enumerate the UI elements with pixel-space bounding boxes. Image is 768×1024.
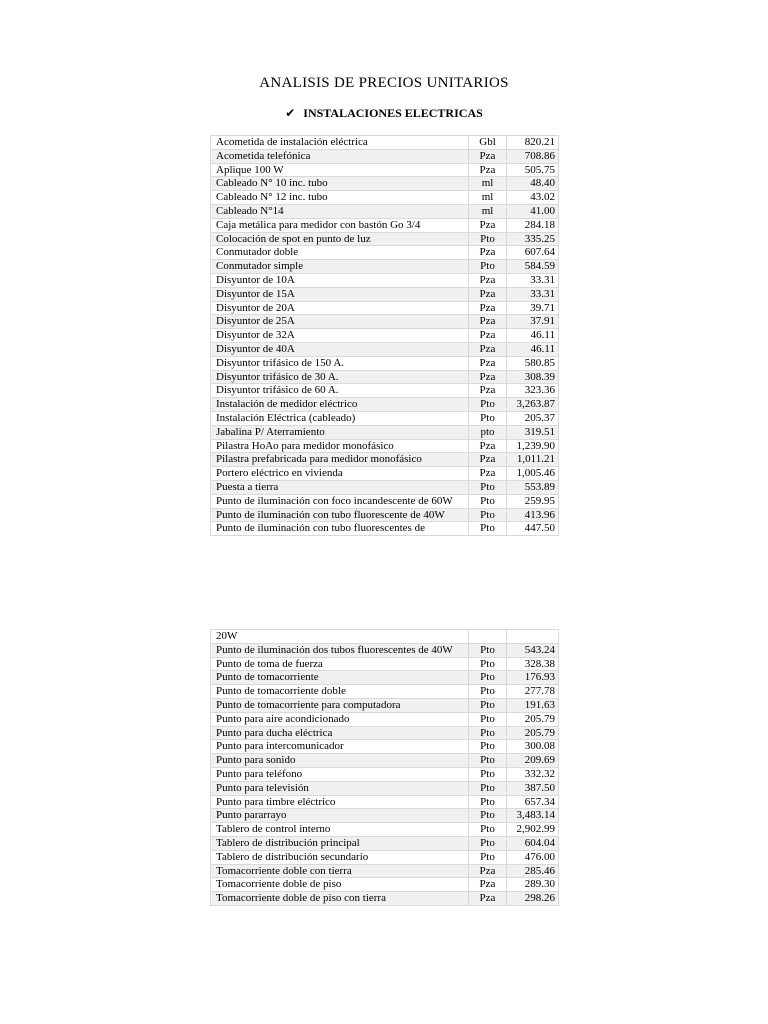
item-price: 323.36: [507, 384, 559, 398]
item-price: 176.93: [507, 671, 559, 685]
item-price: 33.31: [507, 287, 559, 301]
table-row: [211, 218, 559, 232]
item-unit: Pza: [469, 878, 507, 892]
item-description: Punto para teléfono: [211, 767, 469, 781]
item-unit: Pza: [469, 315, 507, 329]
table-row: [211, 301, 559, 315]
item-price: 259.95: [507, 494, 559, 508]
item-unit: Pto: [469, 740, 507, 754]
item-price: 580.85: [507, 356, 559, 370]
table-row: [211, 643, 559, 657]
item-unit: Pto: [469, 726, 507, 740]
table-row: [211, 342, 559, 356]
item-description: Aplique 100 W: [211, 163, 469, 177]
item-unit: Pza: [469, 370, 507, 384]
item-price: 657.34: [507, 795, 559, 809]
item-description: Instalación de medidor eléctrico: [211, 398, 469, 412]
item-description: Disyuntor trifásico de 30 A.: [211, 370, 469, 384]
item-description: Punto para televisión: [211, 781, 469, 795]
table-row: [211, 850, 559, 864]
table-row: [211, 836, 559, 850]
item-price: 708.86: [507, 149, 559, 163]
item-unit: Pza: [469, 453, 507, 467]
section-heading: [0, 106, 768, 121]
item-price: 604.04: [507, 836, 559, 850]
table-row: [211, 411, 559, 425]
item-description: Puesta a tierra: [211, 480, 469, 494]
item-price: 285.46: [507, 864, 559, 878]
table-row: [211, 315, 559, 329]
item-price: 191.63: [507, 698, 559, 712]
item-description: Cableado N° 12 inc. tubo: [211, 191, 469, 205]
item-description: Tablero de distribución secundario: [211, 850, 469, 864]
item-unit: Pza: [469, 467, 507, 481]
item-unit: Pto: [469, 232, 507, 246]
item-price: 48.40: [507, 177, 559, 191]
item-description: Punto para timbre eléctrico: [211, 795, 469, 809]
item-unit: Pto: [469, 508, 507, 522]
price-table-part-1: [210, 135, 559, 536]
item-price: 284.18: [507, 218, 559, 232]
item-description: Tomacorriente doble de piso: [211, 878, 469, 892]
table-row: [211, 657, 559, 671]
item-price: 209.69: [507, 754, 559, 768]
item-unit: Pza: [469, 287, 507, 301]
table-row: [211, 726, 559, 740]
item-price: [507, 630, 559, 644]
item-unit: Pto: [469, 850, 507, 864]
table-row: [211, 453, 559, 467]
item-unit: Pza: [469, 149, 507, 163]
item-unit: Pza: [469, 329, 507, 343]
item-unit: ml: [469, 191, 507, 205]
table-row: [211, 370, 559, 384]
item-unit: Pto: [469, 260, 507, 274]
item-unit: Pto: [469, 480, 507, 494]
item-description: Disyuntor de 40A: [211, 342, 469, 356]
item-price: 1,011.21: [507, 453, 559, 467]
table-row: [211, 685, 559, 699]
section-heading-label: INSTALACIONES ELECTRICAS: [303, 106, 483, 120]
item-unit: Pza: [469, 246, 507, 260]
item-description: Punto para aire acondicionado: [211, 712, 469, 726]
item-unit: Pza: [469, 342, 507, 356]
item-description: Disyuntor trifásico de 150 A.: [211, 356, 469, 370]
table-row: [211, 712, 559, 726]
item-description: Caja metálica para medidor con bastón Go 3/4: [211, 218, 469, 232]
item-description: Conmutador doble: [211, 246, 469, 260]
item-description: Pilastra HoAo para medidor monofásico: [211, 439, 469, 453]
table-row: [211, 698, 559, 712]
table-row: [211, 204, 559, 218]
item-description: Punto de iluminación dos tubos fluorescentes de 40W: [211, 643, 469, 657]
table-row: [211, 630, 559, 644]
item-price: 607.64: [507, 246, 559, 260]
item-unit: Pto: [469, 781, 507, 795]
item-unit: ml: [469, 177, 507, 191]
table-row: [211, 892, 559, 906]
item-price: 43.02: [507, 191, 559, 205]
item-price: 553.89: [507, 480, 559, 494]
item-description: Punto para sonido: [211, 754, 469, 768]
item-unit: Pto: [469, 795, 507, 809]
table-row: [211, 480, 559, 494]
table-row: [211, 767, 559, 781]
item-price: 37.91: [507, 315, 559, 329]
item-unit: Pza: [469, 892, 507, 906]
item-unit: Pza: [469, 273, 507, 287]
item-price: 46.11: [507, 342, 559, 356]
table-row: [211, 809, 559, 823]
table-row: [211, 246, 559, 260]
item-unit: Pza: [469, 301, 507, 315]
item-price: 33.31: [507, 273, 559, 287]
item-price: 205.79: [507, 726, 559, 740]
item-price: 308.39: [507, 370, 559, 384]
item-unit: Pto: [469, 767, 507, 781]
table-row: [211, 191, 559, 205]
table-row: [211, 136, 559, 150]
item-price: 3,263.87: [507, 398, 559, 412]
item-description: Cableado N°14: [211, 204, 469, 218]
item-unit: Pza: [469, 439, 507, 453]
item-description: Tablero de distribución principal: [211, 836, 469, 850]
table-row: [211, 273, 559, 287]
item-unit: Pza: [469, 356, 507, 370]
table-row: [211, 177, 559, 191]
table-row: [211, 287, 559, 301]
table-row: [211, 795, 559, 809]
item-description: Acometida telefónica: [211, 149, 469, 163]
table-row: [211, 740, 559, 754]
item-price: 543.24: [507, 643, 559, 657]
item-price: 387.50: [507, 781, 559, 795]
item-unit: ml: [469, 204, 507, 218]
item-description: Colocación de spot en punto de luz: [211, 232, 469, 246]
item-price: 298.26: [507, 892, 559, 906]
table-row: [211, 398, 559, 412]
item-unit: [469, 630, 507, 644]
item-description: Cableado N° 10 inc. tubo: [211, 177, 469, 191]
item-price: 3,483.14: [507, 809, 559, 823]
item-unit: pto: [469, 425, 507, 439]
item-description: Pilastra prefabricada para medidor monofásico: [211, 453, 469, 467]
item-price: 1,005.46: [507, 467, 559, 481]
table-row: [211, 356, 559, 370]
table-row: [211, 508, 559, 522]
item-description: Tomacorriente doble de piso con tierra: [211, 892, 469, 906]
item-description: Punto de tomacorriente para computadora: [211, 698, 469, 712]
item-description: Instalación Eléctrica (cableado): [211, 411, 469, 425]
item-price: 46.11: [507, 329, 559, 343]
item-unit: Pto: [469, 522, 507, 536]
item-unit: Pto: [469, 698, 507, 712]
item-description: Tablero de control interno: [211, 823, 469, 837]
item-unit: Pto: [469, 494, 507, 508]
item-unit: Pza: [469, 163, 507, 177]
item-unit: Pza: [469, 864, 507, 878]
item-description: Portero eléctrico en vivienda: [211, 467, 469, 481]
table-row: [211, 823, 559, 837]
item-price: 289.30: [507, 878, 559, 892]
item-price: 413.96: [507, 508, 559, 522]
item-description: Punto de toma de fuerza: [211, 657, 469, 671]
item-price: 319.51: [507, 425, 559, 439]
item-unit: Pto: [469, 685, 507, 699]
item-description: Punto de iluminación con foco incandescente de 60W: [211, 494, 469, 508]
item-price: 2,902.99: [507, 823, 559, 837]
item-description: Punto de iluminación con tubo fluorescente de 40W: [211, 508, 469, 522]
item-description: Disyuntor de 15A: [211, 287, 469, 301]
table-row: [211, 149, 559, 163]
table-row: [211, 864, 559, 878]
item-price: 505.75: [507, 163, 559, 177]
item-price: 476.00: [507, 850, 559, 864]
item-description: Punto pararrayo: [211, 809, 469, 823]
table-row: [211, 494, 559, 508]
table-row: [211, 671, 559, 685]
table-row: [211, 878, 559, 892]
price-table-part-2: [210, 629, 559, 906]
table-row: [211, 163, 559, 177]
item-description: Conmutador simple: [211, 260, 469, 274]
item-price: 328.38: [507, 657, 559, 671]
item-description: Disyuntor de 20A: [211, 301, 469, 315]
item-description: Acometida de instalación eléctrica: [211, 136, 469, 150]
item-price: 820.21: [507, 136, 559, 150]
table-row: [211, 384, 559, 398]
item-price: 332.32: [507, 767, 559, 781]
item-unit: Gbl: [469, 136, 507, 150]
table-row: [211, 467, 559, 481]
item-unit: Pto: [469, 712, 507, 726]
item-description: Jabalina P/ Aterramiento: [211, 425, 469, 439]
item-unit: Pto: [469, 754, 507, 768]
item-price: 335.25: [507, 232, 559, 246]
item-description: Punto de tomacorriente: [211, 671, 469, 685]
item-unit: Pto: [469, 643, 507, 657]
item-price: 41.00: [507, 204, 559, 218]
item-unit: Pza: [469, 218, 507, 232]
item-unit: Pto: [469, 809, 507, 823]
item-unit: Pto: [469, 411, 507, 425]
item-unit: Pto: [469, 398, 507, 412]
table-row: [211, 754, 559, 768]
item-unit: Pto: [469, 657, 507, 671]
item-description: Punto de tomacorriente doble: [211, 685, 469, 699]
page-title: ANALISIS DE PRECIOS UNITARIOS: [259, 75, 509, 91]
item-price: 447.50: [507, 522, 559, 536]
item-description: Tomacorriente doble con tierra: [211, 864, 469, 878]
table-row: [211, 425, 559, 439]
table-row: [211, 232, 559, 246]
item-price: 205.79: [507, 712, 559, 726]
item-description: 20W: [211, 630, 469, 644]
item-description: Punto para intercomunicador: [211, 740, 469, 754]
table-row: [211, 329, 559, 343]
item-description: Punto para ducha eléctrica: [211, 726, 469, 740]
item-description: Disyuntor trifásico de 60 A.: [211, 384, 469, 398]
item-description: Disyuntor de 32A: [211, 329, 469, 343]
item-unit: Pto: [469, 823, 507, 837]
item-description: Disyuntor de 10A: [211, 273, 469, 287]
table-row: [211, 522, 559, 536]
item-price: 584.59: [507, 260, 559, 274]
table-row: [211, 439, 559, 453]
item-unit: Pto: [469, 836, 507, 850]
checkmark-icon: ✔: [285, 106, 296, 120]
item-price: 39.71: [507, 301, 559, 315]
item-price: 300.08: [507, 740, 559, 754]
item-unit: Pto: [469, 671, 507, 685]
table-row: [211, 260, 559, 274]
item-price: 205.37: [507, 411, 559, 425]
table-row: [211, 781, 559, 795]
item-unit: Pza: [469, 384, 507, 398]
item-price: 1,239.90: [507, 439, 559, 453]
item-price: 277.78: [507, 685, 559, 699]
item-description: Punto de iluminación con tubo fluorescentes de: [211, 522, 469, 536]
item-description: Disyuntor de 25A: [211, 315, 469, 329]
